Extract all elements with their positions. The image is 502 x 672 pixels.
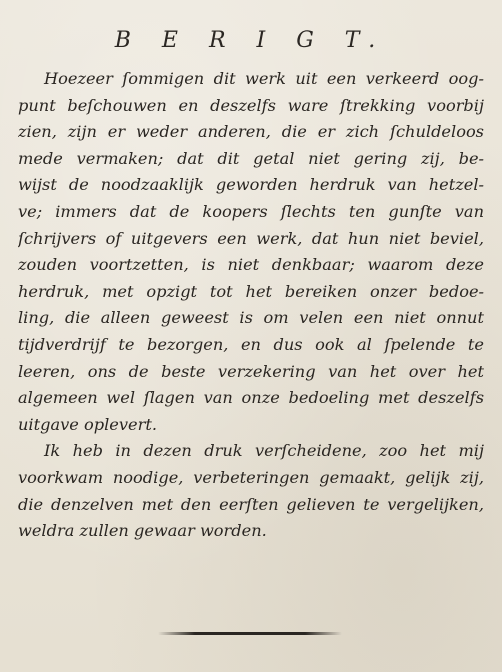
text-line: zien, zijn er weder anderen, die er zich ſchuldeloos [18, 122, 484, 142]
text-line: zouden voortzetten, is niet denkbaar; waarom deze [18, 255, 484, 275]
text-line: wijst de noodzaaklijk geworden herdruk van hetzel- [18, 175, 484, 195]
text-line: die denzelven met den eerſten gelieven te vergelijken, [18, 494, 484, 514]
body-text [18, 66, 484, 545]
text-line: ſchrijvers of uitgevers een werk, dat hun niet beviel, [18, 228, 484, 248]
text-line: leeren, ons de beste verzekering van het over het [18, 361, 484, 381]
text-line: Ik heb in dezen druk verſcheidene, zoo het mij [44, 441, 484, 461]
text-line: weldra zullen gewaar worden. [18, 521, 267, 541]
text-line: Hoezeer ſommigen dit werk uit een verkeerd oog- [44, 69, 484, 88]
text-line: mede vermaken; dat dit getal niet gering zij, be- [18, 148, 484, 168]
decorative-rule [158, 632, 342, 635]
text-line: voorkwam noodige, verbeteringen gemaakt, gelijk zij, [18, 467, 484, 487]
page-heading: B E R I G T. [114, 28, 388, 53]
text-line: punt beſchouwen en deszelfs ware ſtrekking voorbij [18, 95, 484, 115]
text-line: tijdverdrijf te bezorgen, en dus ook al ſpelende te [18, 334, 484, 354]
text-line: algemeen wel ſlagen van onze bedoeling met deszelfs [18, 388, 484, 408]
text-line: herdruk, met opzigt tot het bereiken onzer bedoe- [18, 281, 484, 301]
text-line: ve; immers dat de koopers ſlechts ten gunſte van [18, 201, 484, 221]
text-line: uitgave oplevert. [18, 414, 157, 434]
text-line: ling, die alleen geweest is om velen een niet onnut [18, 308, 484, 328]
